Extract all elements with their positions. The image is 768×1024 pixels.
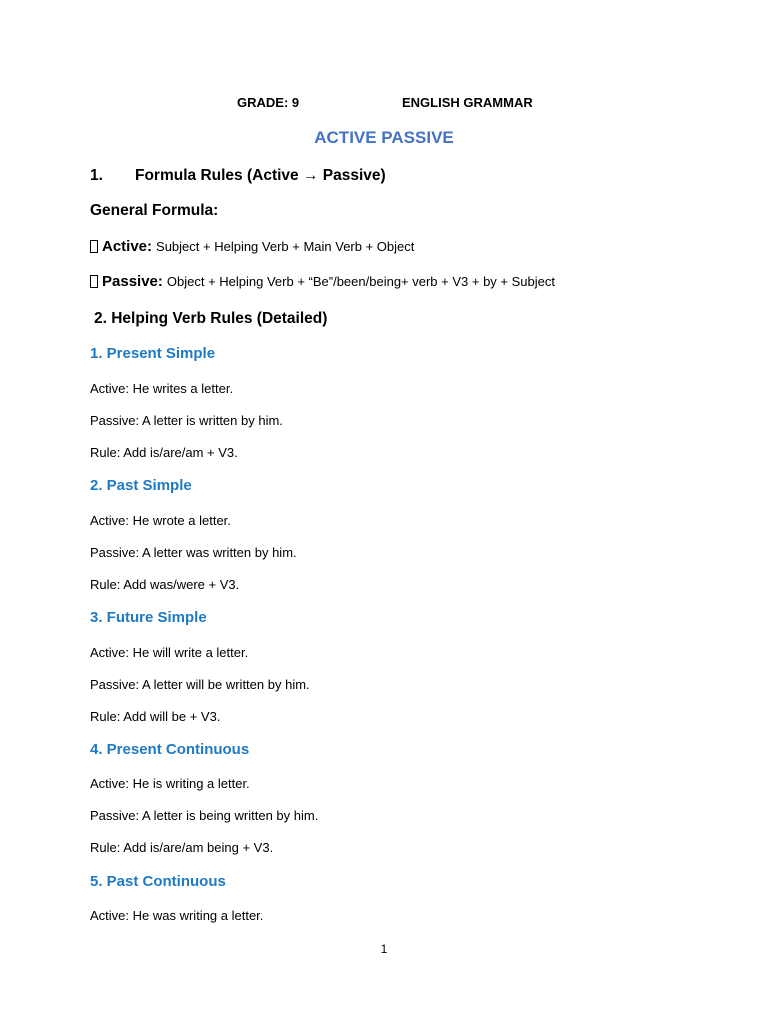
tense-heading: 1. Present Simple (90, 345, 216, 362)
tense-heading: 5. Past Continuous (90, 873, 226, 890)
example-line: Passive: A letter will be written by him. (90, 677, 310, 692)
tense-heading: 4. Present Continuous (90, 741, 250, 758)
example-line: Passive: A letter is written by him. (90, 413, 283, 428)
section1-number: 1. (90, 167, 103, 184)
example-line: Active: He wrote a letter. (90, 513, 231, 528)
rule-line: Rule: Add was/were + V3. (90, 577, 240, 592)
rule-line: Rule: Add is/are/am + V3. (90, 445, 238, 460)
example-line: Passive: A letter is being written by him. (90, 808, 319, 823)
grade-label: GRADE: 9 (237, 95, 300, 110)
example-line: Active: He was writing a letter. (90, 908, 264, 923)
example-line: Active: He will write a letter. (90, 645, 249, 660)
general-formula-heading: General Formula: (90, 202, 219, 219)
passive-formula-text: Object + Helping Verb + “Be”/been/being+ verb + V3 + by + Subject (166, 274, 555, 289)
missing-glyph-icon (90, 275, 98, 288)
tense-heading: 3. Future Simple (90, 609, 207, 626)
rule-line: Rule: Add will be + V3. (90, 709, 221, 724)
active-formula-label: Active: (102, 238, 153, 255)
rule-line: Rule: Add is/are/am being + V3. (90, 840, 274, 855)
section1-heading: Formula Rules (Active → Passive) (135, 167, 386, 184)
active-formula (90, 238, 414, 255)
document-title: ACTIVE PASSIVE (314, 128, 454, 147)
tense-heading: 2. Past Simple (90, 477, 192, 494)
example-line: Passive: A letter was written by him. (90, 545, 297, 560)
passive-formula (90, 273, 555, 290)
passive-formula-label: Passive: (102, 273, 163, 290)
example-line: Active: He writes a letter. (90, 381, 234, 396)
missing-glyph-icon (90, 240, 98, 253)
page-number: 1 (380, 942, 388, 956)
active-formula-text: Subject + Helping Verb + Main Verb + Object (156, 239, 415, 254)
example-line: Active: He is writing a letter. (90, 776, 250, 791)
subject-label: ENGLISH GRAMMAR (402, 95, 533, 110)
section2-heading: 2. Helping Verb Rules (Detailed) (94, 310, 328, 327)
